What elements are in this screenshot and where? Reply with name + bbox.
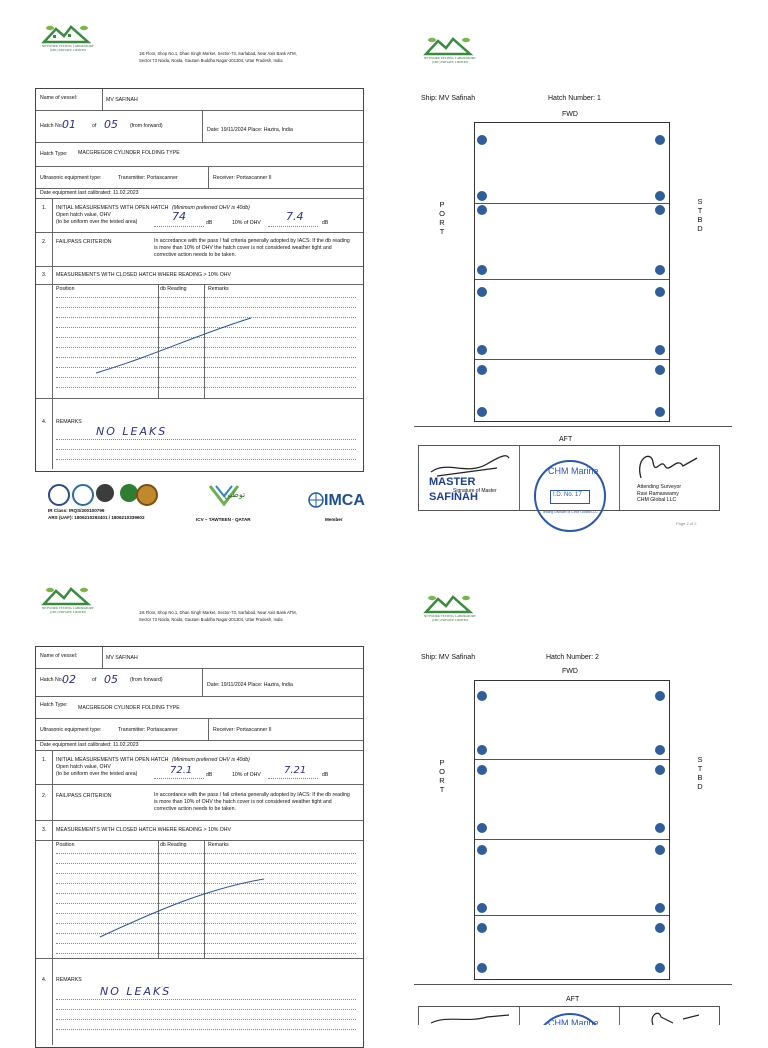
hatch-no: 01 — [62, 118, 76, 131]
vessel-label: Name of vessel: — [40, 95, 78, 101]
strike-through-line — [36, 841, 363, 959]
section-1-note: (Minimum preferred OHV is 40db) — [172, 757, 250, 763]
icv-arabic: توطين — [224, 490, 246, 499]
col-position: Position — [56, 842, 75, 848]
test-point-marker — [477, 963, 487, 973]
ohv-note: (to be uniform over the tested area) — [56, 219, 138, 225]
section-2-num: 2. — [42, 793, 47, 799]
stamp-id: I.D. No. 17 — [553, 492, 582, 498]
surveyor-line2: Ravi Ramaswamy — [637, 490, 679, 497]
section-3-title: MEASUREMENTS WITH CLOSED HATCH WHERE READING > 10% OHV — [56, 827, 232, 833]
company-logo-2 — [420, 34, 480, 64]
hatch-test-form-2 — [35, 646, 364, 1048]
hatch-number: Hatch Number: 2 — [546, 654, 599, 661]
vessel-label: Name of vessel: — [40, 653, 78, 659]
hatch-type-label: Hatch Type: — [40, 151, 68, 157]
date-place: Date: 19/11/2024 Place: Hazira, India — [207, 682, 293, 688]
stamp-top: CHM Marine — [548, 466, 599, 476]
ohv-value: 74 — [172, 210, 186, 223]
date-place: Date: 19/11/2024 Place: Hazira, India — [207, 127, 293, 133]
test-point-marker — [655, 365, 665, 375]
hatch-type-value: MACGREGOR CYLINDER FOLDING TYPE — [78, 705, 180, 711]
hatch-total: 05 — [104, 673, 118, 686]
master-signature — [427, 1011, 511, 1025]
pct-value: 7.21 — [284, 765, 307, 776]
accreditation-logos — [46, 482, 376, 530]
vessel-value: MV SAFINAH — [106, 97, 138, 103]
ir-class-text: IR Class: IRQS/200100799 — [48, 508, 105, 513]
col-db: db Reading — [160, 842, 187, 848]
company-address — [139, 50, 359, 64]
col-db: db Reading — [160, 286, 187, 292]
section-3-num: 3. — [42, 827, 47, 833]
test-point-marker — [655, 765, 665, 775]
port-label: P O R T — [439, 200, 445, 236]
imca-text: IMCA — [324, 492, 365, 509]
test-point-marker — [655, 903, 665, 913]
measurement-table — [36, 285, 363, 399]
hatch-label: Hatch No.: — [40, 677, 65, 683]
surveyor-line3: CHM Global LLC — [637, 497, 677, 503]
equipment-row — [36, 167, 363, 189]
section-1-note: (Minimum preferred OHV is 40db) — [172, 205, 250, 211]
hatch-row — [36, 111, 363, 143]
master-caption: Signature of Master — [453, 488, 497, 494]
hatch-type-label: Hatch Type: — [40, 702, 68, 708]
aft-label: AFT — [559, 436, 573, 443]
hatch-cover-diagram — [474, 122, 670, 422]
iso-logo-icon — [96, 484, 114, 502]
surveyor-signature — [643, 1009, 703, 1025]
company-name: NETWORK TESTING LABORATORY (OPC) PRIVATE LIMITED — [42, 44, 94, 52]
test-point-marker — [655, 345, 665, 355]
house-logo-icon — [38, 584, 96, 606]
test-point-marker — [477, 765, 487, 775]
equipment-label: Ultrasonic equipment type: — [40, 727, 102, 733]
pct-unit: dB — [322, 772, 329, 778]
test-point-marker — [477, 365, 487, 375]
test-point-marker — [655, 407, 665, 417]
ohv-unit: dB — [206, 220, 213, 226]
ohv-label: Open hatch value, OHV — [56, 764, 111, 770]
remarks-value: NO LEAKS — [100, 985, 172, 998]
transmitter: Transmitter: Portascanner — [118, 175, 178, 181]
strike-through-line — [36, 285, 363, 399]
uaf-logo-icon — [72, 484, 94, 506]
section-1 — [36, 199, 363, 233]
col-remarks: Remarks — [208, 842, 229, 848]
imca-globe-icon — [308, 492, 324, 508]
section-2-num: 2. — [42, 239, 47, 245]
test-point-marker — [477, 845, 487, 855]
calibration-row — [36, 741, 363, 751]
calibration-date: Date equipment last calibrated: 11.02.2023 — [40, 190, 139, 196]
section-1-num: 1. — [42, 757, 47, 763]
surveyor-line1: Attending Surveyor — [637, 484, 682, 490]
test-point-marker — [655, 691, 665, 701]
test-point-marker — [477, 745, 487, 755]
fwd-label: FWD — [562, 668, 578, 675]
test-point-marker — [655, 823, 665, 833]
ir-class-logo-icon — [48, 484, 70, 506]
gold-seal-icon — [136, 484, 158, 506]
col-position: Position — [56, 286, 75, 292]
stbd-label: S T B D — [697, 197, 703, 233]
page-note: Page 2 of 2 — [676, 521, 697, 526]
from-forward: (from forward) — [130, 677, 163, 683]
test-point-marker — [655, 287, 665, 297]
hatch-type-value: MACGREGOR CYLINDER FOLDING TYPE — [78, 150, 180, 156]
pct-value: 7.4 — [286, 210, 304, 223]
stamp-bottom: Testing Division of CHM Global LLC — [542, 510, 598, 514]
test-point-marker — [477, 135, 487, 145]
calibration-row — [36, 189, 363, 199]
port-label: P O R T — [439, 758, 445, 794]
test-point-marker — [477, 205, 487, 215]
hatch-number: Hatch Number: 1 — [548, 95, 601, 102]
test-point-marker — [655, 135, 665, 145]
equipment-row — [36, 719, 363, 741]
section-3-title: MEASUREMENTS WITH CLOSED HATCH WHERE READING > 10% OHV — [56, 272, 232, 278]
calibration-date: Date equipment last calibrated: 11.02.2023 — [40, 742, 139, 748]
company-address — [139, 609, 359, 623]
transmitter: Transmitter: Portascanner — [118, 727, 178, 733]
section-4-num: 4. — [42, 419, 47, 425]
receiver: Receiver: Portascanner II — [213, 727, 272, 733]
test-point-marker — [655, 191, 665, 201]
aft-label: AFT — [566, 996, 580, 1003]
section-1-title: INITIAL MEASUREMENTS WITH OPEN HATCH — [56, 757, 169, 763]
test-point-marker — [655, 845, 665, 855]
hatch-cover-diagram-2 — [474, 680, 670, 980]
stamp-top: CHM Marine — [548, 1018, 599, 1025]
company-logo — [38, 22, 98, 52]
section-4-title: REMARKS — [56, 977, 82, 983]
address-line-2: Sector 73 Noida, Noida, Gautam Buddha Nagar-201304, Uttar Pradesh, India — [139, 58, 283, 63]
section-2-title: FAIL/PASS CRITERION — [56, 793, 112, 799]
test-point-marker — [655, 205, 665, 215]
company-logo-3 — [38, 584, 98, 614]
master-stamp-line2: SAFINAH — [429, 491, 478, 503]
test-point-marker — [655, 923, 665, 933]
address-line-1: 1st Floor, Shop No.1, Dhan Singh Market, Sector-73, Sarfabad, Near Axis Bank ATM, — [139, 51, 297, 56]
section-3 — [36, 267, 363, 285]
house-logo-icon — [420, 592, 478, 614]
measurement-table — [36, 841, 363, 959]
section-4 — [36, 399, 363, 469]
company-logo-4 — [420, 592, 480, 622]
hatch-type-row — [36, 697, 363, 719]
section-4 — [36, 959, 363, 1045]
section-1-num: 1. — [42, 205, 47, 211]
section-4-title: REMARKS — [56, 419, 82, 425]
fwd-label: FWD — [562, 111, 578, 118]
section-2-text: In accordance with the pass / fail criteria generally adopted by IACS: If the db reading is more than 10% of OHV the hatch cover is not considered weather tight and corrective action needs to be taken. — [154, 792, 350, 812]
hatch-row — [36, 669, 363, 697]
section-4-num: 4. — [42, 977, 47, 983]
vessel-row — [36, 647, 363, 669]
test-point-marker — [477, 345, 487, 355]
stbd-label: S T B D — [697, 755, 703, 791]
ars-text: ARS (UAF): 1806210293401 / 1806210339602 — [48, 515, 145, 520]
ohv-value: 72.1 — [170, 765, 193, 776]
ohv-unit: dB — [206, 772, 213, 778]
test-point-marker — [477, 823, 487, 833]
section-1 — [36, 751, 363, 785]
company-name: NETWORK TESTING LABORATORY (OPC) PRIVATE LIMITED — [42, 606, 94, 614]
ship-label: Ship: MV Safinah — [421, 654, 476, 661]
test-point-marker — [655, 745, 665, 755]
test-point-marker — [477, 191, 487, 201]
from-forward: (from forward) — [130, 123, 163, 129]
ohv-note: (to be uniform over the tested area) — [56, 771, 138, 777]
remarks-value: NO LEAKS — [96, 425, 168, 438]
test-point-marker — [655, 265, 665, 275]
pct-label: 10% of OHV — [232, 220, 261, 226]
imca-member: Member — [325, 517, 343, 522]
ohv-label: Open hatch value, OHV — [56, 212, 111, 218]
section-3-num: 3. — [42, 272, 47, 278]
house-logo-icon — [38, 22, 96, 44]
vessel-value: MV SAFINAH — [106, 655, 138, 661]
icv-text: ICV – TAWTEEN - QATAR — [196, 517, 251, 522]
hatch-test-form — [35, 88, 364, 472]
master-stamp-line1: MASTER — [429, 476, 476, 488]
chm-marine-stamp — [534, 460, 606, 532]
hatch-type-row — [36, 143, 363, 167]
test-point-marker — [477, 407, 487, 417]
test-point-marker — [477, 287, 487, 297]
test-point-marker — [477, 903, 487, 913]
house-logo-icon — [420, 34, 478, 56]
of-label: of — [92, 677, 97, 683]
of-label: of — [92, 123, 97, 129]
signature-table — [418, 445, 720, 514]
pct-label: 10% of OHV — [232, 772, 261, 778]
section-2 — [36, 233, 363, 267]
section-2-title: FAIL/PASS CRITERION — [56, 239, 112, 245]
hatch-no: 02 — [62, 673, 76, 686]
section-2 — [36, 785, 363, 821]
company-name: NETWORK TESTING LABORATORY (OPC) PRIVATE LIMITED — [424, 56, 476, 64]
section-1-title: INITIAL MEASUREMENTS WITH OPEN HATCH — [56, 205, 169, 211]
equipment-label: Ultrasonic equipment type: — [40, 175, 102, 181]
surveyor-signature — [631, 448, 705, 484]
test-point-marker — [655, 963, 665, 973]
address-line-2: Sector 73 Noida, Noida, Gautam Buddha Nagar-201304, Uttar Pradesh, India — [139, 617, 283, 622]
address-line-1: 1st Floor, Shop No.1, Dhan Singh Market, Sector-73, Sarfabad, Near Axis Bank ATM, — [139, 610, 297, 615]
test-point-marker — [477, 691, 487, 701]
hatch-total: 05 — [104, 118, 118, 131]
ship-label: Ship: MV Safinah — [421, 95, 476, 102]
chm-marine-stamp — [534, 1013, 606, 1025]
company-name: NETWORK TESTING LABORATORY (OPC) PRIVATE LIMITED — [424, 614, 476, 622]
pct-unit: dB — [322, 220, 329, 226]
test-point-marker — [477, 923, 487, 933]
section-2-text: In accordance with the pass / fail criteria generally adopted by IACS: If the db reading is more than 10% of OHV the hatch cover is not considered weather tight and corrective action needs to be taken. — [154, 238, 350, 258]
section-3 — [36, 821, 363, 841]
col-remarks: Remarks — [208, 286, 229, 292]
receiver: Receiver: Portascanner II — [213, 175, 272, 181]
signature-table-2 — [418, 1006, 720, 1025]
hatch-label: Hatch No.: — [40, 123, 65, 129]
test-point-marker — [477, 265, 487, 275]
vessel-row — [36, 89, 363, 111]
